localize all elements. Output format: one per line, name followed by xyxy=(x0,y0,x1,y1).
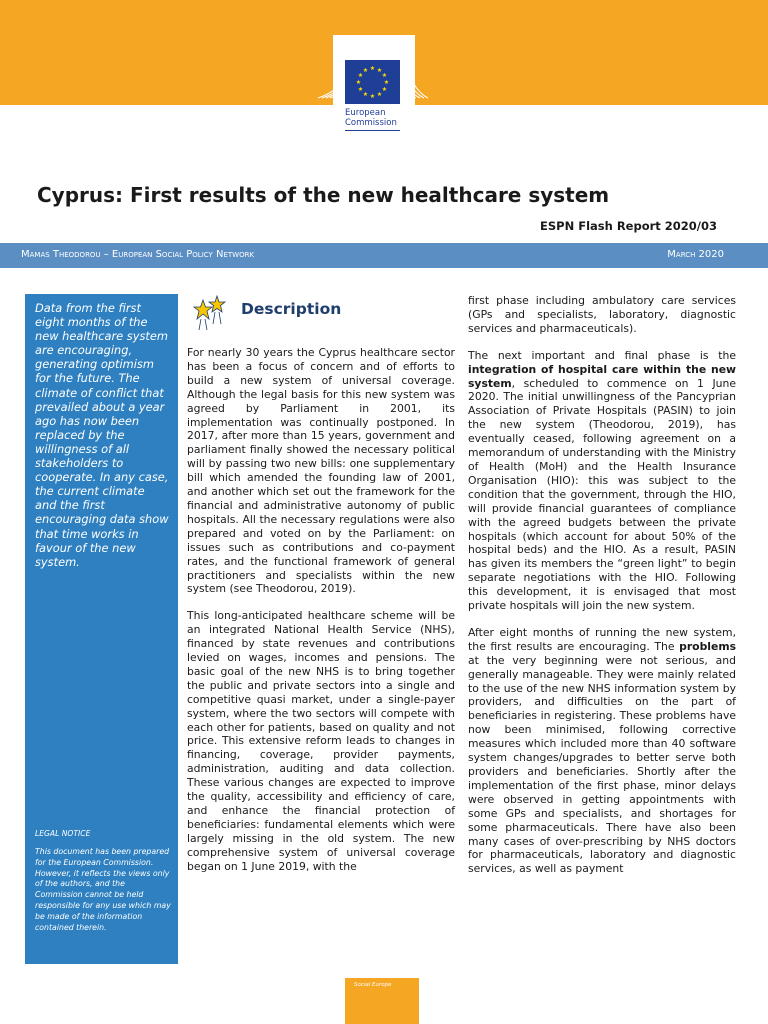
svg-text:★: ★ xyxy=(381,72,388,79)
body-column-left xyxy=(187,346,455,887)
svg-text:★: ★ xyxy=(369,93,376,100)
legal-notice-title: LEGAL NOTICE xyxy=(35,829,91,838)
body-paragraph xyxy=(468,626,736,876)
eu-flag-icon xyxy=(345,60,400,104)
footer-label: Social Europe xyxy=(354,982,392,988)
bold-text: problems xyxy=(679,639,736,653)
footer-tab xyxy=(345,978,419,1024)
body-paragraph: first phase including ambulatory care services (GPs and specialists, laboratory, diagnostic services and pharmaceuticals). xyxy=(468,294,736,335)
logo-divider xyxy=(345,130,400,131)
svg-text:★: ★ xyxy=(381,86,388,93)
svg-text:★: ★ xyxy=(362,67,369,74)
body-paragraph xyxy=(468,349,736,613)
svg-text:★: ★ xyxy=(357,72,364,79)
svg-text:★: ★ xyxy=(362,91,369,98)
logo-line-2: Commission xyxy=(345,118,397,128)
body-paragraph: For nearly 30 years the Cyprus healthcare sector has been a focus of concern and of efforts to build a new system of universal coverage. Although the legal basis for this new system was agreed by Parliament in 2001, its implementation was continually postponed. In 2017, after more than 15 years, government and parliament finally showed the necessary political will by passing two new bills: one supplementary bill which amended the founding law of 2001, and another which set out the framework for the financial and administrative autonomy of public hospitals. All the necessary regulations were also prepared and voted on by the Parliament: on issues such as contributions and co-payment rates, and the functional framework of general practitioners and specialists within the new system (see Theodorou, 2019). xyxy=(187,346,455,596)
svg-text:★: ★ xyxy=(376,91,383,98)
author-name: Mamas Theodorou – European Social Policy Network xyxy=(21,249,255,260)
report-date: March 2020 xyxy=(667,249,724,260)
summary-sidebar xyxy=(25,294,178,964)
report-number: ESPN Flash Report 2020/03 xyxy=(540,219,717,233)
summary-text: Data from the first eight months of the new healthcare system are encouraging, generating optimism for the future. The climate of conflict that prevailed about a year ago has now been replaced by the willingness of all stakeholders to cooperate. In any case, the current climate and the first encouraging data show that time works in favour of the new system. xyxy=(35,301,169,569)
legal-notice-text: This document has been prepared for the European Commission. However, it reflects the views only of the authors, and the Commission cannot be held responsible for any use which may be made of the information contained therein. xyxy=(35,847,171,932)
bold-text: integration of hospital care within the new system xyxy=(468,362,736,390)
body-paragraph: This long-anticipated healthcare scheme will be an integrated National Health Service (NHS), financed by state revenues and contributions levied on wages, incomes and pensions. The basic goal of the new NHS is to bring together the public and private sectors into a single and competitive quasi market, under a single-payer system, where the two sectors will compete with each other for patients, based on quality and not price. This extensive reform leads to changes in financing, coverage, provider payments, administration, auditing and data collection. These various changes are expected to improve the quality, accessibility and efficiency of care, and enhance the financial protection of beneficiaries: fundamental elements which were largely missing in the old system. The new comprehensive system of universal coverage began on 1 June 2019, with the xyxy=(187,609,455,873)
text-run: , scheduled to commence on 1 June 2020. The initial unwillingness of the Pancyprian Association of Private Hospitals (PASIN) to join the new system (Theodorou, 2019), has eventually ceased, following agreement on a memorandum of understanding with the Ministry of Health (MoH) and the Health Insurance Organisation (HIO): this was subject to the condition that the government, through the HIO, will provide financial guarantees of compliance with the agreed budgets between the private hospitals (which account for about 50% of the hospital beds) and the HIO. As a result, PASIN has given its members the “green light” to begin separate negotiations with the HIO. Following this development, it is envisaged that most private hospitals will join the new system. xyxy=(468,376,736,613)
svg-text:★: ★ xyxy=(383,79,390,86)
stars-people-icon xyxy=(190,292,230,332)
logo-wordmark xyxy=(345,108,411,128)
svg-text:★: ★ xyxy=(355,79,362,86)
text-run: The next important and final phase is the xyxy=(468,348,736,362)
author-bar xyxy=(0,243,768,268)
text-run: After eight months of running the new system, the first results are encouraging. The xyxy=(468,625,736,653)
logo-line-1: European xyxy=(345,108,386,118)
svg-text:★: ★ xyxy=(357,86,364,93)
page-title: Cyprus: First results of the new healthcare system xyxy=(37,183,610,207)
section-heading: Description xyxy=(241,300,342,318)
text-run: at the very beginning were not serious, and generally manageable. They were mainly related to the use of the new NHS information system by providers, and difficulties on the part of beneficiaries in registering. These problems have now been minimised, following corrective measures which included more than 40 software system changes/upgrades to better serve both providers and beneficiaries. Shortly after the implementation of the first phase, minor delays were observed in getting appointments with some GPs and specialists, and shortages for some pharmaceuticals. There have also been many cases of over-prescribing by NHS doctors for pharmaceuticals, laboratory and diagnostic services, as well as payment xyxy=(468,653,736,876)
svg-text:★: ★ xyxy=(369,65,376,72)
body-column-right xyxy=(468,294,736,889)
svg-text:★: ★ xyxy=(376,67,383,74)
